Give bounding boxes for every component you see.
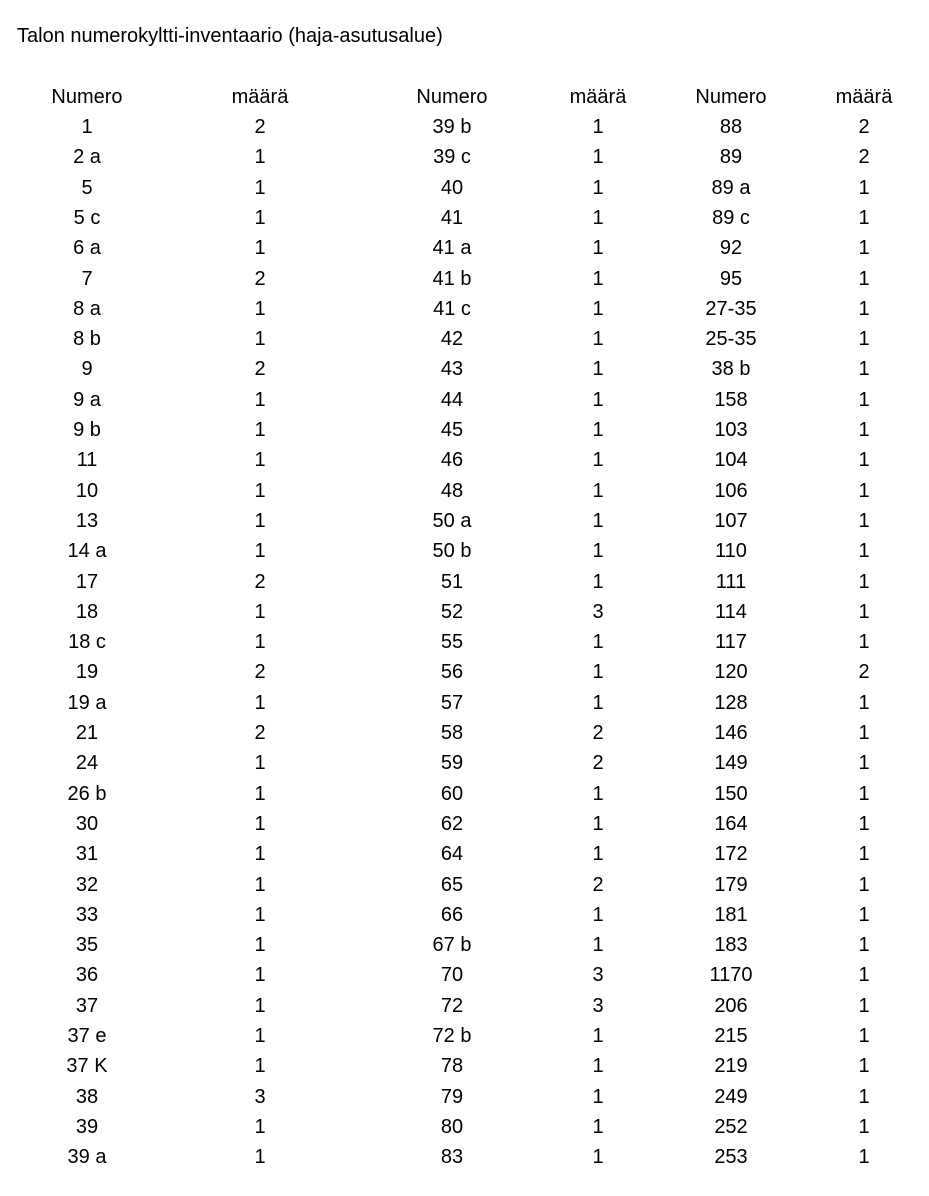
cell-numero: 1170 xyxy=(709,964,753,986)
cell-numero: 114 xyxy=(715,601,747,623)
cell-numero: 35 xyxy=(75,934,99,956)
cell-maara: 1 xyxy=(592,358,604,380)
cell-numero: 92 xyxy=(719,237,743,259)
cell-maara: 1 xyxy=(858,358,870,380)
cell-numero: 78 xyxy=(440,1055,464,1077)
cell-maara: 1 xyxy=(858,328,870,350)
cell-numero: 5 c xyxy=(73,207,101,229)
cell-numero: 253 xyxy=(714,1146,748,1168)
cell-maara: 2 xyxy=(858,146,870,168)
cell-numero: 56 xyxy=(440,661,464,683)
cell-maara: 1 xyxy=(858,722,870,744)
cell-maara: 1 xyxy=(592,419,604,441)
cell-numero: 215 xyxy=(714,1025,748,1047)
cell-numero: 111 xyxy=(715,571,747,593)
cell-numero: 30 xyxy=(75,813,99,835)
cell-numero: 25-35 xyxy=(705,328,757,350)
cell-maara: 1 xyxy=(254,692,266,714)
column-header-maara: määrä xyxy=(569,86,627,108)
cell-maara: 1 xyxy=(254,328,266,350)
column-header-maara: määrä xyxy=(231,86,289,108)
cell-maara: 1 xyxy=(254,1025,266,1047)
cell-numero: 128 xyxy=(714,692,748,714)
cell-maara: 1 xyxy=(858,1025,870,1047)
cell-numero: 219 xyxy=(714,1055,748,1077)
cell-maara: 1 xyxy=(592,904,604,926)
cell-maara: 2 xyxy=(254,571,266,593)
cell-maara: 1 xyxy=(858,268,870,290)
cell-maara: 1 xyxy=(254,601,266,623)
cell-maara: 1 xyxy=(254,480,266,502)
cell-numero: 249 xyxy=(714,1086,748,1108)
cell-numero: 39 b xyxy=(432,116,472,138)
cell-maara: 1 xyxy=(254,874,266,896)
cell-maara: 1 xyxy=(254,207,266,229)
cell-maara: 1 xyxy=(592,480,604,502)
cell-numero: 40 xyxy=(440,177,464,199)
cell-maara: 1 xyxy=(592,540,604,562)
cell-numero: 17 xyxy=(75,571,99,593)
cell-maara: 1 xyxy=(858,177,870,199)
cell-numero: 172 xyxy=(714,843,748,865)
cell-maara: 1 xyxy=(254,510,266,532)
cell-maara: 1 xyxy=(858,601,870,623)
cell-numero: 1 xyxy=(81,116,93,138)
cell-maara: 1 xyxy=(254,1116,266,1138)
cell-maara: 1 xyxy=(858,1116,870,1138)
cell-maara: 3 xyxy=(254,1086,266,1108)
cell-numero: 88 xyxy=(719,116,743,138)
cell-maara: 1 xyxy=(858,207,870,229)
cell-numero: 8 b xyxy=(73,328,101,350)
cell-numero: 41 a xyxy=(432,237,472,259)
cell-maara: 1 xyxy=(592,1055,604,1077)
cell-maara: 1 xyxy=(254,449,266,471)
cell-maara: 1 xyxy=(254,298,266,320)
cell-maara: 1 xyxy=(858,995,870,1017)
cell-maara: 1 xyxy=(858,237,870,259)
cell-numero: 179 xyxy=(714,874,748,896)
cell-numero: 45 xyxy=(440,419,464,441)
cell-maara: 1 xyxy=(254,237,266,259)
cell-numero: 67 b xyxy=(432,934,472,956)
cell-numero: 37 xyxy=(75,995,99,1017)
cell-maara: 1 xyxy=(592,843,604,865)
cell-numero: 106 xyxy=(714,480,748,502)
cell-numero: 50 a xyxy=(432,510,472,532)
cell-numero: 38 xyxy=(75,1086,99,1108)
cell-maara: 1 xyxy=(858,510,870,532)
cell-maara: 1 xyxy=(592,177,604,199)
cell-maara: 1 xyxy=(254,1146,266,1168)
cell-numero: 18 xyxy=(75,601,99,623)
cell-maara: 2 xyxy=(254,661,266,683)
cell-maara: 1 xyxy=(254,146,266,168)
cell-numero: 65 xyxy=(440,874,464,896)
cell-maara: 1 xyxy=(592,1116,604,1138)
cell-maara: 1 xyxy=(858,449,870,471)
page-title: Talon numerokyltti-inventaario (haja-asutusalue) xyxy=(17,25,443,47)
cell-numero: 9 a xyxy=(73,389,101,411)
cell-numero: 51 xyxy=(440,571,464,593)
cell-numero: 117 xyxy=(715,631,747,653)
cell-maara: 1 xyxy=(858,783,870,805)
cell-maara: 1 xyxy=(592,298,604,320)
cell-numero: 80 xyxy=(440,1116,464,1138)
cell-maara: 1 xyxy=(592,1086,604,1108)
cell-numero: 42 xyxy=(440,328,464,350)
cell-maara: 1 xyxy=(592,237,604,259)
cell-numero: 79 xyxy=(440,1086,464,1108)
cell-maara: 1 xyxy=(254,964,266,986)
cell-numero: 89 a xyxy=(711,177,751,199)
column-header-maara: määrä xyxy=(835,86,893,108)
cell-numero: 58 xyxy=(440,722,464,744)
cell-numero: 7 xyxy=(81,268,93,290)
cell-numero: 14 a xyxy=(67,540,107,562)
cell-maara: 2 xyxy=(254,116,266,138)
cell-maara: 1 xyxy=(592,571,604,593)
cell-maara: 1 xyxy=(254,631,266,653)
cell-maara: 1 xyxy=(858,631,870,653)
cell-maara: 1 xyxy=(858,964,870,986)
cell-maara: 1 xyxy=(592,207,604,229)
cell-numero: 9 b xyxy=(73,419,101,441)
cell-maara: 1 xyxy=(858,1086,870,1108)
cell-numero: 55 xyxy=(440,631,464,653)
cell-numero: 70 xyxy=(440,964,464,986)
cell-maara: 1 xyxy=(858,389,870,411)
cell-maara: 1 xyxy=(254,843,266,865)
cell-maara: 1 xyxy=(592,783,604,805)
cell-numero: 26 b xyxy=(67,783,107,805)
cell-numero: 183 xyxy=(714,934,748,956)
cell-maara: 1 xyxy=(858,419,870,441)
cell-maara: 1 xyxy=(254,995,266,1017)
column-header-numero: Numero xyxy=(695,86,767,108)
cell-maara: 1 xyxy=(254,389,266,411)
cell-numero: 72 xyxy=(440,995,464,1017)
cell-maara: 1 xyxy=(592,813,604,835)
cell-numero: 146 xyxy=(714,722,748,744)
cell-maara: 1 xyxy=(592,1025,604,1047)
cell-numero: 37 K xyxy=(66,1055,108,1077)
cell-maara: 1 xyxy=(254,419,266,441)
cell-maara: 2 xyxy=(858,661,870,683)
cell-numero: 33 xyxy=(75,904,99,926)
cell-numero: 31 xyxy=(75,843,99,865)
cell-numero: 39 c xyxy=(433,146,471,168)
cell-maara: 1 xyxy=(858,934,870,956)
cell-numero: 8 a xyxy=(73,298,101,320)
cell-maara: 1 xyxy=(592,268,604,290)
cell-numero: 41 c xyxy=(433,298,471,320)
cell-maara: 1 xyxy=(858,813,870,835)
cell-numero: 181 xyxy=(714,904,748,926)
cell-maara: 1 xyxy=(858,843,870,865)
cell-numero: 38 b xyxy=(711,358,751,380)
cell-numero: 107 xyxy=(714,510,748,532)
cell-numero: 104 xyxy=(714,449,748,471)
cell-numero: 32 xyxy=(75,874,99,896)
cell-maara: 1 xyxy=(254,177,266,199)
cell-numero: 18 c xyxy=(68,631,106,653)
cell-maara: 1 xyxy=(254,752,266,774)
cell-numero: 110 xyxy=(715,540,747,562)
cell-maara: 1 xyxy=(254,934,266,956)
cell-maara: 1 xyxy=(592,389,604,411)
cell-numero: 5 xyxy=(81,177,93,199)
cell-maara: 1 xyxy=(858,752,870,774)
cell-maara: 3 xyxy=(592,964,604,986)
cell-maara: 1 xyxy=(254,783,266,805)
cell-numero: 66 xyxy=(440,904,464,926)
cell-numero: 48 xyxy=(440,480,464,502)
cell-maara: 2 xyxy=(858,116,870,138)
cell-maara: 1 xyxy=(592,510,604,532)
cell-numero: 95 xyxy=(719,268,743,290)
cell-numero: 21 xyxy=(75,722,99,744)
cell-numero: 39 a xyxy=(67,1146,107,1168)
cell-maara: 1 xyxy=(254,1055,266,1077)
cell-numero: 120 xyxy=(714,661,748,683)
cell-maara: 1 xyxy=(592,661,604,683)
cell-maara: 1 xyxy=(254,813,266,835)
cell-numero: 44 xyxy=(440,389,464,411)
cell-numero: 41 xyxy=(440,207,464,229)
cell-numero: 6 a xyxy=(73,237,101,259)
cell-maara: 2 xyxy=(592,722,604,744)
cell-maara: 1 xyxy=(592,146,604,168)
cell-numero: 41 b xyxy=(432,268,472,290)
cell-maara: 1 xyxy=(592,631,604,653)
cell-maara: 1 xyxy=(858,874,870,896)
cell-numero: 150 xyxy=(714,783,748,805)
cell-maara: 2 xyxy=(254,722,266,744)
cell-numero: 83 xyxy=(440,1146,464,1168)
cell-numero: 72 b xyxy=(432,1025,472,1047)
cell-maara: 1 xyxy=(858,1055,870,1077)
cell-maara: 1 xyxy=(254,904,266,926)
cell-numero: 24 xyxy=(75,752,99,774)
cell-numero: 2 a xyxy=(73,146,101,168)
cell-maara: 1 xyxy=(858,1146,870,1168)
cell-numero: 52 xyxy=(440,601,464,623)
cell-maara: 1 xyxy=(858,480,870,502)
cell-numero: 252 xyxy=(714,1116,748,1138)
cell-numero: 37 e xyxy=(67,1025,107,1047)
cell-maara: 1 xyxy=(592,116,604,138)
cell-numero: 57 xyxy=(440,692,464,714)
cell-maara: 3 xyxy=(592,995,604,1017)
cell-numero: 62 xyxy=(440,813,464,835)
cell-maara: 3 xyxy=(592,601,604,623)
column-header-numero: Numero xyxy=(51,86,123,108)
cell-numero: 46 xyxy=(440,449,464,471)
cell-numero: 89 c xyxy=(712,207,750,229)
cell-maara: 1 xyxy=(592,328,604,350)
cell-maara: 1 xyxy=(858,692,870,714)
cell-numero: 9 xyxy=(81,358,93,380)
cell-maara: 1 xyxy=(592,1146,604,1168)
cell-numero: 158 xyxy=(714,389,748,411)
cell-maara: 1 xyxy=(858,904,870,926)
cell-numero: 64 xyxy=(440,843,464,865)
cell-maara: 1 xyxy=(592,692,604,714)
cell-numero: 206 xyxy=(714,995,748,1017)
cell-numero: 164 xyxy=(714,813,748,835)
cell-numero: 19 xyxy=(75,661,99,683)
cell-maara: 1 xyxy=(858,298,870,320)
cell-numero: 39 xyxy=(75,1116,99,1138)
cell-maara: 1 xyxy=(858,571,870,593)
cell-numero: 10 xyxy=(75,480,99,502)
cell-numero: 13 xyxy=(75,510,99,532)
cell-numero: 11 xyxy=(76,449,98,471)
cell-numero: 36 xyxy=(75,964,99,986)
cell-numero: 103 xyxy=(714,419,748,441)
cell-maara: 2 xyxy=(592,874,604,896)
cell-maara: 1 xyxy=(858,540,870,562)
cell-numero: 50 b xyxy=(432,540,472,562)
cell-numero: 149 xyxy=(714,752,748,774)
cell-maara: 1 xyxy=(592,449,604,471)
cell-numero: 59 xyxy=(440,752,464,774)
cell-maara: 1 xyxy=(254,540,266,562)
column-header-numero: Numero xyxy=(416,86,488,108)
cell-maara: 2 xyxy=(254,268,266,290)
cell-numero: 27-35 xyxy=(705,298,757,320)
cell-maara: 2 xyxy=(254,358,266,380)
cell-numero: 60 xyxy=(440,783,464,805)
cell-maara: 1 xyxy=(592,934,604,956)
cell-numero: 89 xyxy=(719,146,743,168)
cell-numero: 43 xyxy=(440,358,464,380)
cell-maara: 2 xyxy=(592,752,604,774)
cell-numero: 19 a xyxy=(67,692,107,714)
